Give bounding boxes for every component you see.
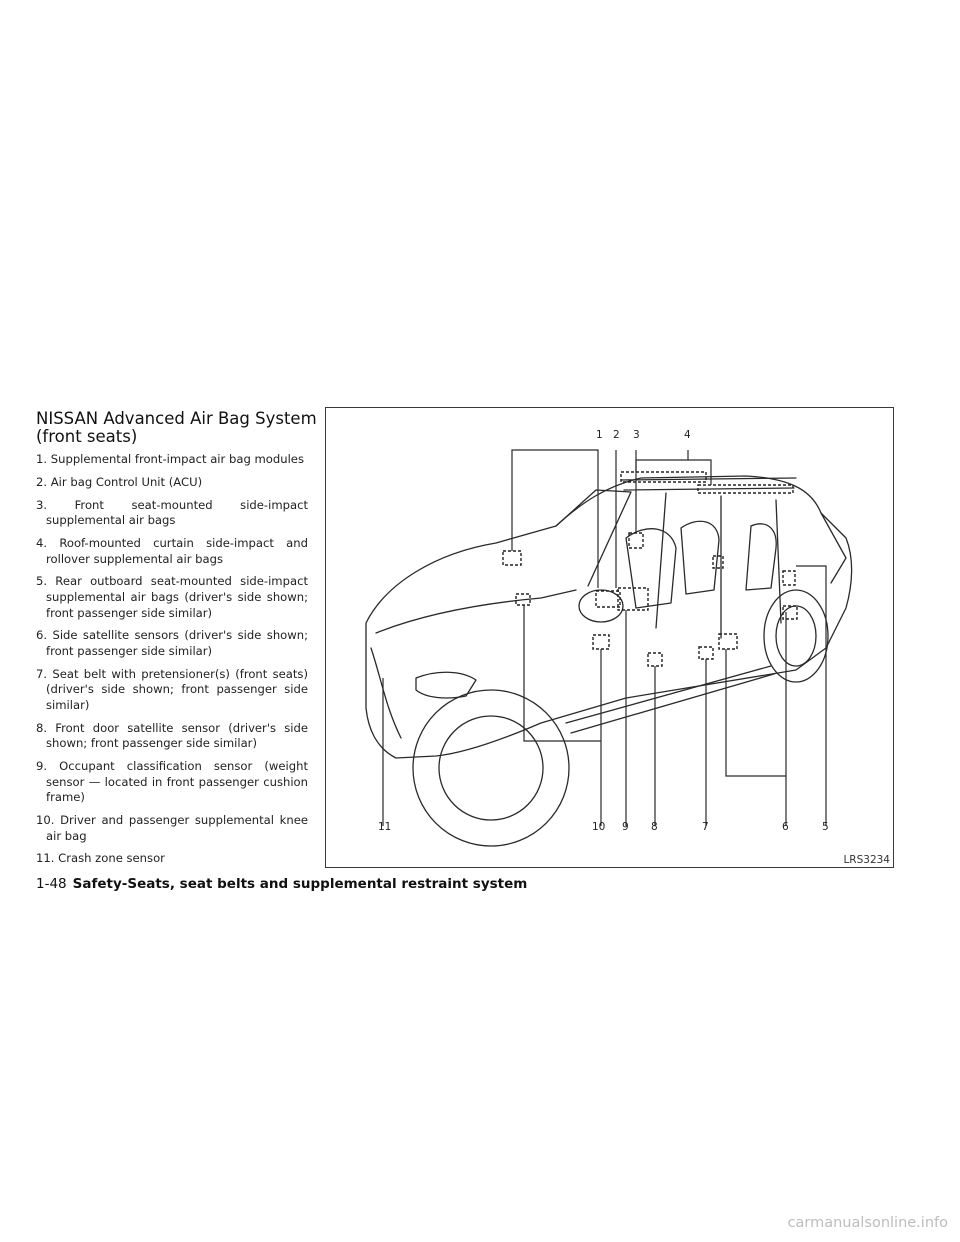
list-item: 8. Front door satellite sensor (driver's side shown; front passenger side similar) [36, 720, 308, 751]
component-list [36, 452, 308, 874]
callout-2: 2 [613, 429, 620, 441]
list-item: 7. Seat belt with pretensioner(s) (front seats) (driver's side shown; front passenger side similar) [36, 666, 308, 712]
callout-6: 6 [782, 821, 789, 833]
car-airbag-diagram [326, 408, 893, 867]
callout-8: 8 [651, 821, 658, 833]
callout-1: 1 [596, 429, 603, 441]
watermark: carmanualsonline.info [787, 1215, 948, 1231]
callout-7: 7 [702, 821, 709, 833]
section-title-line2: (front seats) [36, 427, 138, 446]
section-title-line1: NISSAN Advanced Air Bag System [36, 409, 317, 428]
page-footer [36, 876, 527, 892]
list-item: 5. Rear outboard seat-mounted side-impact supplemental air bags (driver's side shown; front passenger side similar) [36, 574, 308, 620]
callout-10: 10 [592, 821, 606, 833]
section-title [36, 410, 326, 446]
page-number: 1-48 [36, 876, 67, 892]
car-outline [366, 476, 852, 846]
component-markers [503, 472, 797, 666]
airbag-diagram-figure [325, 407, 894, 868]
callout-4: 4 [684, 429, 691, 441]
list-item: 4. Roof-mounted curtain side-impact and rollover supplemental air bags [36, 535, 308, 566]
list-item: 6. Side satellite sensors (driver's side shown; front passenger side similar) [36, 628, 308, 658]
list-item: 2. Air bag Control Unit (ACU) [36, 474, 203, 489]
list-item: 1. Supplemental front-impact air bag modules [36, 452, 304, 466]
callout-9: 9 [622, 821, 629, 833]
callout-5: 5 [822, 821, 829, 833]
list-item: 11. Crash zone sensor [36, 851, 165, 866]
callout-3: 3 [633, 429, 640, 441]
list-item: 3. Front seat-mounted side-impact supplemental air bags [36, 497, 308, 528]
figure-code: LRS3234 [843, 854, 890, 866]
callout-11: 11 [378, 821, 392, 833]
chapter-title: Safety-Seats, seat belts and supplemental restraint system [72, 876, 528, 892]
list-item: 9. Occupant classification sensor (weight sensor — located in front passenger cushion frame) [36, 759, 308, 805]
list-item: 10. Driver and passenger supplemental knee air bag [36, 812, 308, 843]
leader-lines [383, 450, 826, 826]
